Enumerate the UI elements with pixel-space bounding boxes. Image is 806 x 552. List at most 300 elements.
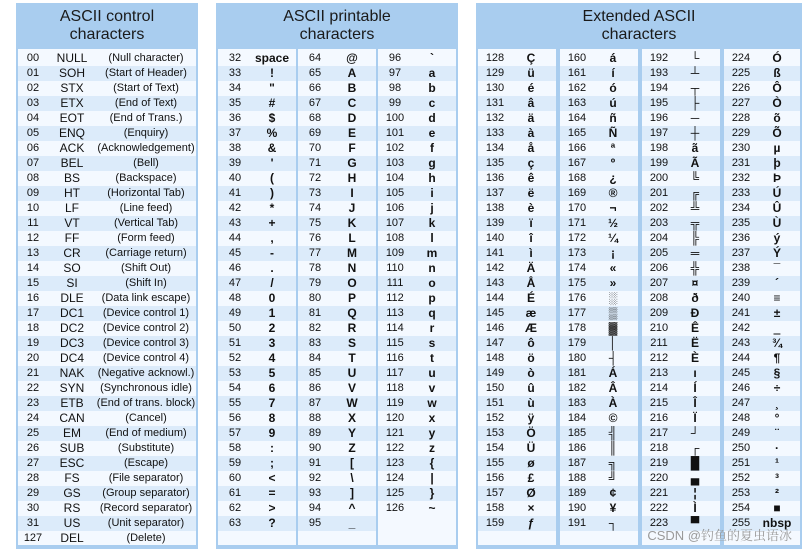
code-decimal: 87 — [308, 397, 322, 409]
code-character: ì — [529, 246, 533, 260]
table-row — [724, 171, 800, 186]
code-decimal: 05 — [26, 127, 40, 139]
table-row — [18, 261, 196, 276]
code-decimal: 21 — [26, 367, 40, 379]
code-decimal: 162 — [567, 82, 587, 94]
code-character: Q — [347, 306, 357, 320]
code-character: » — [609, 276, 617, 290]
table-row — [218, 291, 296, 306]
extended-column-3 — [642, 49, 720, 545]
code-character: ¾ — [771, 336, 782, 350]
code-decimal: 135 — [485, 157, 505, 169]
table-row — [378, 501, 456, 516]
code-abbreviation: FS — [64, 471, 80, 485]
table-row — [298, 456, 376, 471]
code-description: (End of Text) — [114, 97, 178, 109]
table-row — [724, 321, 800, 336]
table-row — [298, 366, 376, 381]
table-row — [218, 486, 296, 501]
table-row — [298, 501, 376, 516]
code-decimal: 59 — [228, 457, 242, 469]
code-description: (Negative acknowl.) — [97, 367, 195, 379]
code-decimal: 155 — [485, 457, 505, 469]
table-row — [218, 411, 296, 426]
code-character: nbsp — [762, 516, 792, 530]
table-row — [378, 126, 456, 141]
table-row — [218, 306, 296, 321]
code-character: â — [527, 96, 535, 110]
code-decimal: 165 — [567, 127, 587, 139]
code-description: (Record separator) — [99, 502, 193, 514]
table-row — [298, 381, 376, 396]
code-decimal: 66 — [308, 82, 322, 94]
code-character: ) — [270, 186, 274, 200]
code-character: ^ — [348, 501, 356, 515]
code-description: (Enquiry) — [123, 127, 169, 139]
code-decimal: 28 — [26, 472, 40, 484]
code-decimal: 220 — [649, 472, 669, 484]
code-description: (Shift Out) — [120, 262, 172, 274]
extended-column-4 — [724, 49, 800, 545]
code-abbreviation: LF — [64, 201, 79, 215]
code-decimal: 253 — [731, 487, 751, 499]
code-decimal: 221 — [649, 487, 669, 499]
table-row — [18, 321, 196, 336]
code-character: « — [609, 261, 617, 275]
table-row — [18, 306, 196, 321]
table-row — [560, 351, 638, 366]
code-character: ê — [527, 171, 535, 185]
table-row — [642, 441, 720, 456]
table-row — [724, 351, 800, 366]
code-decimal: 117 — [386, 367, 404, 379]
code-decimal: 121 — [385, 427, 405, 439]
code-character: î — [529, 231, 533, 245]
table-row — [478, 306, 556, 321]
code-decimal: 241 — [731, 307, 751, 319]
code-abbreviation: US — [63, 516, 81, 530]
code-abbreviation: CR — [63, 246, 81, 260]
code-decimal: 182 — [567, 382, 587, 394]
code-decimal: 249 — [731, 427, 751, 439]
code-decimal: 237 — [731, 247, 751, 259]
code-decimal: 32 — [228, 52, 242, 64]
code-decimal: 202 — [649, 202, 669, 214]
table-row — [478, 216, 556, 231]
code-abbreviation: RS — [63, 501, 81, 515]
table-row — [218, 336, 296, 351]
code-decimal: 157 — [485, 487, 505, 499]
code-description: (Acknowledgement) — [97, 142, 195, 154]
code-decimal: 174 — [567, 262, 587, 274]
code-decimal: 129 — [485, 67, 505, 79]
code-description: (File separator) — [108, 472, 184, 484]
table-row — [218, 171, 296, 186]
table-row — [18, 66, 196, 81]
code-decimal: 124 — [385, 472, 405, 484]
code-character: º — [610, 156, 616, 170]
code-description: (Device control 1) — [102, 307, 190, 319]
code-decimal: 14 — [26, 262, 40, 274]
code-decimal: 33 — [228, 67, 242, 79]
table-row — [724, 201, 800, 216]
code-decimal: 70 — [308, 142, 322, 154]
code-decimal: 230 — [731, 142, 751, 154]
table-row — [642, 501, 720, 516]
table-row — [218, 516, 296, 531]
code-character: Ù — [772, 216, 782, 230]
panel-extended-title — [476, 3, 802, 47]
code-decimal: 161 — [567, 67, 587, 79]
table-row — [642, 381, 720, 396]
code-decimal: 83 — [308, 337, 322, 349]
code-decimal: 31 — [26, 517, 40, 529]
code-character: Z — [348, 441, 356, 455]
code-character: 3 — [268, 336, 276, 350]
code-decimal: 210 — [649, 322, 669, 334]
table-row — [478, 486, 556, 501]
code-decimal: 101 — [385, 127, 405, 139]
code-character: ½ — [607, 216, 618, 230]
code-abbreviation: DC4 — [59, 351, 84, 365]
code-character: - — [270, 246, 274, 260]
code-character: ▄ — [690, 471, 700, 485]
table-row — [724, 126, 800, 141]
table-row — [560, 96, 638, 111]
code-decimal: 145 — [485, 307, 505, 319]
table-row — [642, 186, 720, 201]
table-row — [218, 351, 296, 366]
table-row — [378, 216, 456, 231]
code-character: ® — [608, 186, 618, 200]
panel-extended — [476, 3, 802, 549]
code-character: g — [428, 156, 436, 170]
code-character: í — [611, 66, 615, 80]
code-decimal: 43 — [228, 217, 242, 229]
table-row — [378, 351, 456, 366]
table-row — [724, 66, 800, 81]
code-character: ┐ — [608, 516, 618, 530]
table-row — [642, 471, 720, 486]
table-row — [18, 531, 196, 546]
code-decimal: 68 — [308, 112, 322, 124]
code-decimal: 80 — [308, 292, 322, 304]
table-row — [478, 321, 556, 336]
table-row — [298, 126, 376, 141]
code-character: E — [347, 126, 356, 140]
table-row — [560, 321, 638, 336]
code-character: 7 — [268, 396, 276, 410]
table-row — [724, 456, 800, 471]
code-decimal: 61 — [228, 487, 242, 499]
table-row — [642, 81, 720, 96]
table-row — [378, 486, 456, 501]
code-character: ┌ — [690, 441, 700, 455]
table-row — [218, 81, 296, 96]
table-row — [378, 96, 456, 111]
code-decimal: 15 — [26, 277, 40, 289]
code-abbreviation: ACK — [59, 141, 85, 155]
code-decimal: 243 — [731, 337, 751, 349]
code-decimal: 233 — [731, 187, 751, 199]
code-character: 6 — [268, 381, 276, 395]
code-decimal: 239 — [731, 277, 751, 289]
code-character: ³ — [775, 471, 779, 485]
code-character: Ü — [526, 441, 536, 455]
table-row — [478, 396, 556, 411]
table-row — [642, 351, 720, 366]
code-decimal: 141 — [485, 247, 505, 259]
code-abbreviation: FF — [64, 231, 80, 245]
table-row — [478, 336, 556, 351]
code-description: (Null character) — [108, 52, 184, 64]
code-character: Þ — [772, 171, 781, 185]
code-character: ╩ — [690, 201, 700, 215]
code-character: _ — [348, 516, 356, 530]
code-decimal: 50 — [228, 322, 242, 334]
code-decimal: 156 — [485, 472, 505, 484]
table-row — [560, 126, 638, 141]
table-row — [724, 141, 800, 156]
table-row — [560, 501, 638, 516]
code-decimal: 40 — [228, 172, 242, 184]
table-row — [724, 336, 800, 351]
code-decimal: 207 — [649, 277, 669, 289]
code-decimal: 13 — [26, 247, 40, 259]
code-decimal: 252 — [731, 472, 751, 484]
code-character: é — [527, 81, 535, 95]
table-row — [378, 156, 456, 171]
code-character: h — [428, 171, 436, 185]
code-character: G — [347, 156, 357, 170]
table-row — [298, 96, 376, 111]
code-decimal: 30 — [26, 502, 40, 514]
code-character: F — [348, 141, 356, 155]
table-row — [298, 336, 376, 351]
table-row — [560, 276, 638, 291]
table-row — [478, 231, 556, 246]
code-character: 1 — [268, 306, 276, 320]
code-decimal: 127 — [23, 532, 43, 544]
code-decimal: 02 — [26, 82, 40, 94]
code-character: d — [428, 111, 436, 125]
table-row — [218, 111, 296, 126]
table-row — [560, 456, 638, 471]
code-character: Ë — [690, 336, 699, 350]
code-description: (Cancel) — [125, 412, 167, 424]
code-character: ┼ — [690, 126, 700, 140]
code-decimal: 208 — [649, 292, 669, 304]
table-row — [218, 96, 296, 111]
table-row — [642, 261, 720, 276]
code-decimal: 100 — [385, 112, 405, 124]
code-character: K — [347, 216, 357, 230]
code-character: Æ — [525, 321, 537, 335]
table-row — [378, 171, 456, 186]
table-row — [478, 186, 556, 201]
code-character: ë — [527, 186, 535, 200]
table-row — [478, 66, 556, 81]
code-decimal: 206 — [649, 262, 669, 274]
code-decimal: 209 — [649, 307, 669, 319]
table-row — [18, 276, 196, 291]
table-row — [218, 51, 296, 66]
code-decimal: 242 — [731, 322, 751, 334]
panel-title-line1: ASCII printable — [283, 8, 391, 25]
table-row — [298, 351, 376, 366]
table-row — [724, 111, 800, 126]
code-character: © — [608, 411, 618, 425]
table-row — [560, 216, 638, 231]
code-character: Ø — [526, 486, 536, 500]
code-decimal: 67 — [308, 97, 322, 109]
table-row — [18, 111, 196, 126]
code-decimal: 193 — [649, 67, 669, 79]
code-decimal: 187 — [567, 457, 587, 469]
table-row — [218, 276, 296, 291]
code-character: & — [267, 141, 277, 155]
code-decimal: 225 — [731, 67, 751, 79]
code-abbreviation: VT — [64, 216, 80, 230]
code-description: (End of Trans.) — [109, 112, 183, 124]
table-row — [560, 51, 638, 66]
code-decimal: 63 — [228, 517, 242, 529]
code-decimal: 199 — [649, 157, 669, 169]
code-abbreviation: EM — [63, 426, 81, 440]
table-row — [724, 186, 800, 201]
code-character: { — [429, 456, 435, 470]
code-decimal: 38 — [228, 142, 242, 154]
table-row — [218, 471, 296, 486]
watermark: CSDN @钓鱼的夏虫语冰 — [647, 528, 792, 543]
table-row — [378, 51, 456, 66]
table-row — [218, 216, 296, 231]
code-decimal: 81 — [308, 307, 322, 319]
code-description: (Escape) — [123, 457, 169, 469]
code-character: █ — [690, 456, 700, 470]
code-character: ý — [773, 231, 781, 245]
code-character: P — [347, 291, 356, 305]
code-decimal: 163 — [567, 97, 587, 109]
table-row — [378, 81, 456, 96]
table-row — [378, 426, 456, 441]
table-row — [298, 411, 376, 426]
code-character: Ê — [690, 321, 699, 335]
code-decimal: 118 — [386, 382, 404, 394]
code-character: ├ — [690, 96, 700, 110]
table-row — [478, 366, 556, 381]
code-character: k — [428, 216, 436, 230]
code-decimal: 197 — [649, 127, 669, 139]
code-character: ² — [775, 486, 779, 500]
code-decimal: 01 — [26, 67, 40, 79]
code-character: : — [270, 441, 274, 455]
code-abbreviation: SUB — [59, 441, 85, 455]
code-character: Å — [526, 276, 536, 290]
code-decimal: 115 — [386, 337, 404, 349]
table-row — [724, 441, 800, 456]
table-row — [478, 246, 556, 261]
code-decimal: 128 — [485, 52, 505, 64]
code-decimal: 246 — [731, 382, 751, 394]
table-row — [642, 426, 720, 441]
code-character: á — [609, 51, 617, 65]
code-character: B — [347, 81, 357, 95]
table-row — [218, 126, 296, 141]
code-character: Õ — [772, 126, 782, 140]
code-decimal: 204 — [649, 232, 669, 244]
code-decimal: 149 — [485, 367, 505, 379]
code-character: Î — [693, 396, 697, 410]
code-character: ï — [529, 216, 533, 230]
code-decimal: 48 — [228, 292, 242, 304]
code-description: (Synchronous idle) — [100, 382, 192, 394]
code-character: Ô — [772, 81, 782, 95]
code-character: [ — [350, 456, 354, 470]
table-row — [298, 321, 376, 336]
code-character: ¯ — [773, 261, 781, 275]
table-row — [724, 411, 800, 426]
table-row — [560, 486, 638, 501]
code-decimal: 89 — [308, 427, 322, 439]
code-decimal: 88 — [308, 412, 322, 424]
code-decimal: 133 — [485, 127, 505, 139]
table-row — [478, 171, 556, 186]
code-decimal: 205 — [649, 247, 669, 259]
code-character: space — [254, 51, 290, 65]
code-decimal: 255 — [731, 517, 751, 529]
code-character: ß — [773, 66, 781, 80]
code-character: Ï — [693, 411, 697, 425]
code-character: 4 — [268, 351, 276, 365]
table-row — [298, 396, 376, 411]
code-decimal: 12 — [26, 232, 40, 244]
table-row — [478, 81, 556, 96]
table-row — [218, 231, 296, 246]
table-row — [378, 471, 456, 486]
code-character: │ — [609, 336, 617, 350]
table-row — [724, 156, 800, 171]
table-row — [298, 276, 376, 291]
code-decimal: 137 — [485, 187, 505, 199]
table-row — [560, 396, 638, 411]
table-row — [478, 96, 556, 111]
code-character: ┘ — [690, 426, 700, 440]
table-row — [642, 396, 720, 411]
table-row — [478, 126, 556, 141]
code-decimal: 147 — [485, 337, 505, 349]
table-row — [18, 51, 196, 66]
code-decimal: 143 — [485, 277, 505, 289]
code-character: o — [428, 276, 436, 290]
code-description: (Delete) — [126, 532, 166, 544]
code-character: l — [430, 231, 434, 245]
code-character: ´ — [775, 276, 779, 290]
table-row — [218, 426, 296, 441]
code-character: y — [428, 426, 436, 440]
table-row — [560, 426, 638, 441]
table-row — [218, 441, 296, 456]
table-row — [378, 441, 456, 456]
code-character: ÿ — [527, 411, 535, 425]
table-row — [724, 381, 800, 396]
table-row — [298, 426, 376, 441]
code-character: £ — [527, 471, 535, 485]
code-character: ■ — [773, 501, 781, 515]
code-description: (Start of Text) — [113, 82, 179, 94]
table-row — [560, 411, 638, 426]
code-character: U — [347, 366, 357, 380]
